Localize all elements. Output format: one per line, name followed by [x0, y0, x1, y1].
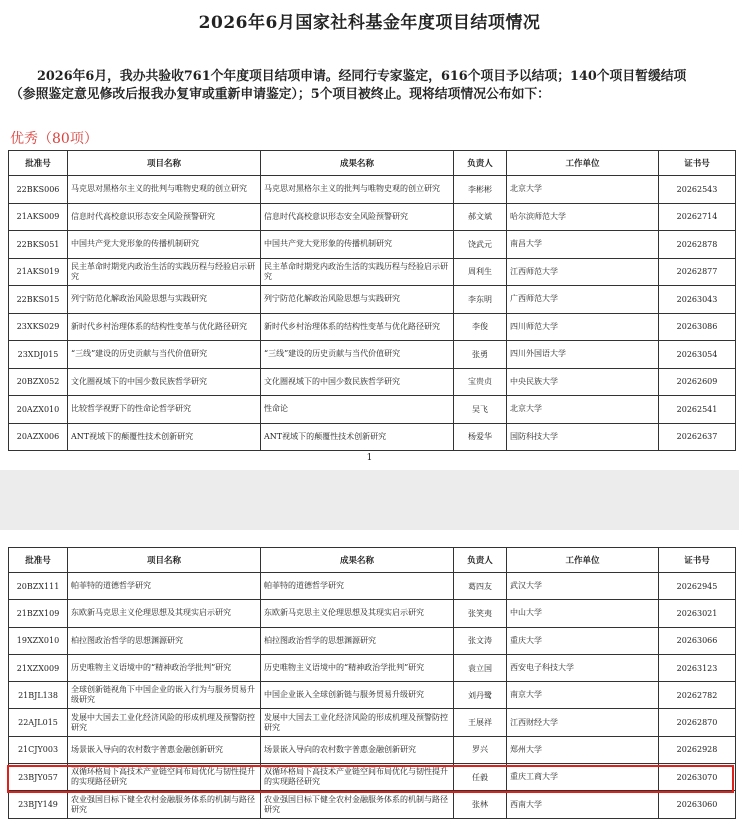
cell-result-name: ANT视域下的颠覆性技术创新研究: [261, 423, 454, 451]
header-result-name: 成果名称: [261, 151, 454, 176]
cell-certificate-number: 20262543: [659, 176, 736, 204]
cell-project-name: 新时代乡村治理体系的结构性变革与优化路径研究: [68, 313, 261, 341]
cell-institution: 中山大学: [507, 600, 659, 627]
cell-approval-number: 22BKS006: [9, 176, 68, 204]
cell-approval-number: 20AZX006: [9, 423, 68, 451]
cell-project-name: 帕菲特的道德哲学研究: [68, 573, 261, 600]
cell-certificate-number: 20263043: [659, 286, 736, 314]
header-certificate-number: 证书号: [659, 151, 736, 176]
table-row: [9, 736, 736, 763]
cell-leader: 李彬彬: [454, 176, 507, 204]
table-row: [9, 654, 736, 681]
cell-institution: 北京大学: [507, 396, 659, 424]
cell-result-name: 双循环格局下高技术产业链空间布局优化与韧性提升的实现路径研究: [261, 764, 454, 791]
cell-result-name: 文化圈视域下的中国少数民族哲学研究: [261, 368, 454, 396]
table-row: [9, 627, 736, 654]
cell-institution: 郑州大学: [507, 736, 659, 763]
cell-leader: 张笑夷: [454, 600, 507, 627]
cell-certificate-number: 20263066: [659, 627, 736, 654]
cell-certificate-number: 20263054: [659, 341, 736, 369]
cell-result-name: 马克思对黑格尔主义的批判与唯物史观的创立研究: [261, 176, 454, 204]
table-row: [9, 709, 736, 736]
header-certificate-number: 证书号: [659, 548, 736, 573]
cell-approval-number: 21BJL138: [9, 682, 68, 709]
header-approval-number: 批准号: [9, 548, 68, 573]
cell-result-name: 农业强国目标下健全农村金融服务体系的机制与路径研究: [261, 791, 454, 818]
intro-line-2: （参照鉴定意见修改后报我办复审或重新申请鉴定）；5个项目被终止。现将结项情况公布如下：: [10, 87, 550, 102]
cell-project-name: 中国共产党大党形象的传播机制研究: [68, 231, 261, 259]
cell-result-name: “三线”建设的历史贡献与当代价值研究: [261, 341, 454, 369]
cell-leader: 罗兴: [454, 736, 507, 763]
cell-approval-number: 19XZX010: [9, 627, 68, 654]
cell-leader: 宝贵贞: [454, 368, 507, 396]
table-header: [9, 151, 736, 176]
cell-result-name: 发展中大国去工业化经济风险的形成机理及预警防控研究: [261, 709, 454, 736]
cell-leader: 袁立国: [454, 654, 507, 681]
cell-certificate-number: 20263021: [659, 600, 736, 627]
cell-project-name: 比较哲学视野下的性命论哲学研究: [68, 396, 261, 424]
cell-certificate-number: 20262945: [659, 573, 736, 600]
header-leader: 负责人: [454, 151, 507, 176]
cell-institution: 重庆大学: [507, 627, 659, 654]
cell-institution: 江西师范大学: [507, 258, 659, 286]
cell-approval-number: 20BZX111: [9, 573, 68, 600]
cell-institution: 西安电子科技大学: [507, 654, 659, 681]
page-separator: [0, 470, 739, 530]
cell-approval-number: 20BZX052: [9, 368, 68, 396]
cell-certificate-number: 20263123: [659, 654, 736, 681]
cell-certificate-number: 20262637: [659, 423, 736, 451]
table-row: [9, 313, 736, 341]
results-table-page-1: [8, 150, 736, 451]
cell-result-name: 新时代乡村治理体系的结构性变革与优化路径研究: [261, 313, 454, 341]
table-row: [9, 258, 736, 286]
cell-result-name: 民主革命时期党内政治生活的实践历程与经验启示研究: [261, 258, 454, 286]
cell-approval-number: 21CJY003: [9, 736, 68, 763]
cell-approval-number: 23BJY057: [9, 764, 68, 791]
cell-leader: 刘丹鹭: [454, 682, 507, 709]
header-row: [9, 151, 736, 176]
table-header: [9, 548, 736, 573]
cell-certificate-number: 20262541: [659, 396, 736, 424]
page-title: 2026年6月国家社科基金年度项目结项情况: [198, 13, 541, 33]
cell-certificate-number: 20263086: [659, 313, 736, 341]
cell-approval-number: 20AZX010: [9, 396, 68, 424]
cell-leader: 张勇: [454, 341, 507, 369]
header-institution: 工作单位: [507, 548, 659, 573]
header-institution: 工作单位: [507, 151, 659, 176]
cell-project-name: 历史唯物主义语境中的“精神政治学批判”研究: [68, 654, 261, 681]
table-row: [9, 341, 736, 369]
cell-certificate-number: 20263060: [659, 791, 736, 818]
cell-institution: 四川外国语大学: [507, 341, 659, 369]
cell-certificate-number: 20262878: [659, 231, 736, 259]
cell-institution: 哈尔滨师范大学: [507, 203, 659, 231]
cell-institution: 广西师范大学: [507, 286, 659, 314]
cell-project-name: 信息时代高校意识形态安全风险预警研究: [68, 203, 261, 231]
header-project-name: 项目名称: [68, 548, 261, 573]
cell-result-name: 柏拉图政治哲学的思想渊源研究: [261, 627, 454, 654]
header-leader: 负责人: [454, 548, 507, 573]
cell-institution: 四川师范大学: [507, 313, 659, 341]
table-row: [9, 600, 736, 627]
cell-project-name: 马克思对黑格尔主义的批判与唯物史观的创立研究: [68, 176, 261, 204]
cell-result-name: 列宁防范化解政治风险思想与实践研究: [261, 286, 454, 314]
cell-result-name: 东欧新马克思主义伦理思想及其现实启示研究: [261, 600, 454, 627]
cell-institution: 重庆工商大学: [507, 764, 659, 791]
cell-project-name: 民主革命时期党内政治生活的实践历程与经验启示研究: [68, 258, 261, 286]
table-row: [9, 791, 736, 818]
cell-project-name: “三线”建设的历史贡献与当代价值研究: [68, 341, 261, 369]
cell-project-name: 场景嵌入导向的农村数字普惠金融创新研究: [68, 736, 261, 763]
cell-institution: 北京大学: [507, 176, 659, 204]
cell-result-name: 历史唯物主义语境中的“精神政治学批判”研究: [261, 654, 454, 681]
cell-leader: 葛四友: [454, 573, 507, 600]
page-number: 1: [366, 453, 373, 463]
cell-project-name: 东欧新马克思主义伦理思想及其现实启示研究: [68, 600, 261, 627]
cell-certificate-number: 20262782: [659, 682, 736, 709]
cell-certificate-number: 20262609: [659, 368, 736, 396]
category-heading: 优秀（80项）: [10, 131, 98, 147]
cell-leader: 饶武元: [454, 231, 507, 259]
cell-leader: 李东明: [454, 286, 507, 314]
cell-certificate-number: 20262877: [659, 258, 736, 286]
cell-leader: 任毅: [454, 764, 507, 791]
cell-result-name: 场景嵌入导向的农村数字普惠金融创新研究: [261, 736, 454, 763]
cell-institution: 国防科技大学: [507, 423, 659, 451]
cell-leader: 王展祥: [454, 709, 507, 736]
cell-approval-number: 22BKS051: [9, 231, 68, 259]
cell-institution: 中央民族大学: [507, 368, 659, 396]
cell-certificate-number: 20263070: [659, 764, 736, 791]
cell-result-name: 中国共产党大党形象的传播机制研究: [261, 231, 454, 259]
cell-leader: 李俊: [454, 313, 507, 341]
table-row: [9, 203, 736, 231]
cell-result-name: 中国企业嵌入全球创新链与服务贸易升级研究: [261, 682, 454, 709]
cell-approval-number: 22AJL015: [9, 709, 68, 736]
header-approval-number: 批准号: [9, 151, 68, 176]
header-result-name: 成果名称: [261, 548, 454, 573]
table-row: [9, 764, 736, 791]
cell-project-name: 农业强国目标下健全农村金融服务体系的机制与路径研究: [68, 791, 261, 818]
cell-result-name: 性命论: [261, 396, 454, 424]
cell-project-name: ANT视域下的颠覆性技术创新研究: [68, 423, 261, 451]
header-project-name: 项目名称: [68, 151, 261, 176]
table-row: [9, 368, 736, 396]
table-row: [9, 231, 736, 259]
cell-project-name: 柏拉图政治哲学的思想渊源研究: [68, 627, 261, 654]
cell-result-name: 帕菲特的道德哲学研究: [261, 573, 454, 600]
cell-institution: 南昌大学: [507, 231, 659, 259]
table-row: [9, 286, 736, 314]
table-row: [9, 396, 736, 424]
cell-leader: 吴飞: [454, 396, 507, 424]
header-row: [9, 548, 736, 573]
cell-certificate-number: 20262928: [659, 736, 736, 763]
table-row: [9, 682, 736, 709]
cell-result-name: 信息时代高校意识形态安全风险预警研究: [261, 203, 454, 231]
cell-project-name: 双循环格局下高技术产业链空间布局优化与韧性提升的实现路径研究: [68, 764, 261, 791]
cell-approval-number: 21AKS019: [9, 258, 68, 286]
cell-project-name: 文化圈视域下的中国少数民族哲学研究: [68, 368, 261, 396]
table-row: [9, 176, 736, 204]
cell-certificate-number: 20262714: [659, 203, 736, 231]
cell-approval-number: 23BJY149: [9, 791, 68, 818]
cell-institution: 武汉大学: [507, 573, 659, 600]
cell-approval-number: 21XZX009: [9, 654, 68, 681]
cell-project-name: 发展中大国去工业化经济风险的形成机理及预警防控研究: [68, 709, 261, 736]
results-table-page-2: [8, 547, 736, 819]
cell-approval-number: 23XDJ015: [9, 341, 68, 369]
cell-leader: 郝文斌: [454, 203, 507, 231]
cell-approval-number: 23XKS029: [9, 313, 68, 341]
cell-approval-number: 22BKS015: [9, 286, 68, 314]
cell-project-name: 列宁防范化解政治风险思想与实践研究: [68, 286, 261, 314]
cell-leader: 张林: [454, 791, 507, 818]
cell-leader: 周利生: [454, 258, 507, 286]
table-row: [9, 423, 736, 451]
cell-approval-number: 21AKS009: [9, 203, 68, 231]
cell-institution: 江西财经大学: [507, 709, 659, 736]
cell-certificate-number: 20262870: [659, 709, 736, 736]
table-row: [9, 573, 736, 600]
intro-line-1: 2026年6月，我办共验收761个年度项目结项申请。经同行专家鉴定，616个项目予以结项；140个项目暂缓结项: [37, 69, 687, 84]
cell-institution: 南京大学: [507, 682, 659, 709]
intro-paragraph: [10, 68, 730, 104]
cell-leader: 张文涛: [454, 627, 507, 654]
cell-leader: 杨爱华: [454, 423, 507, 451]
cell-project-name: 全球创新链视角下中国企业的嵌入行为与服务贸易升级研究: [68, 682, 261, 709]
cell-institution: 西南大学: [507, 791, 659, 818]
cell-approval-number: 21BZX109: [9, 600, 68, 627]
